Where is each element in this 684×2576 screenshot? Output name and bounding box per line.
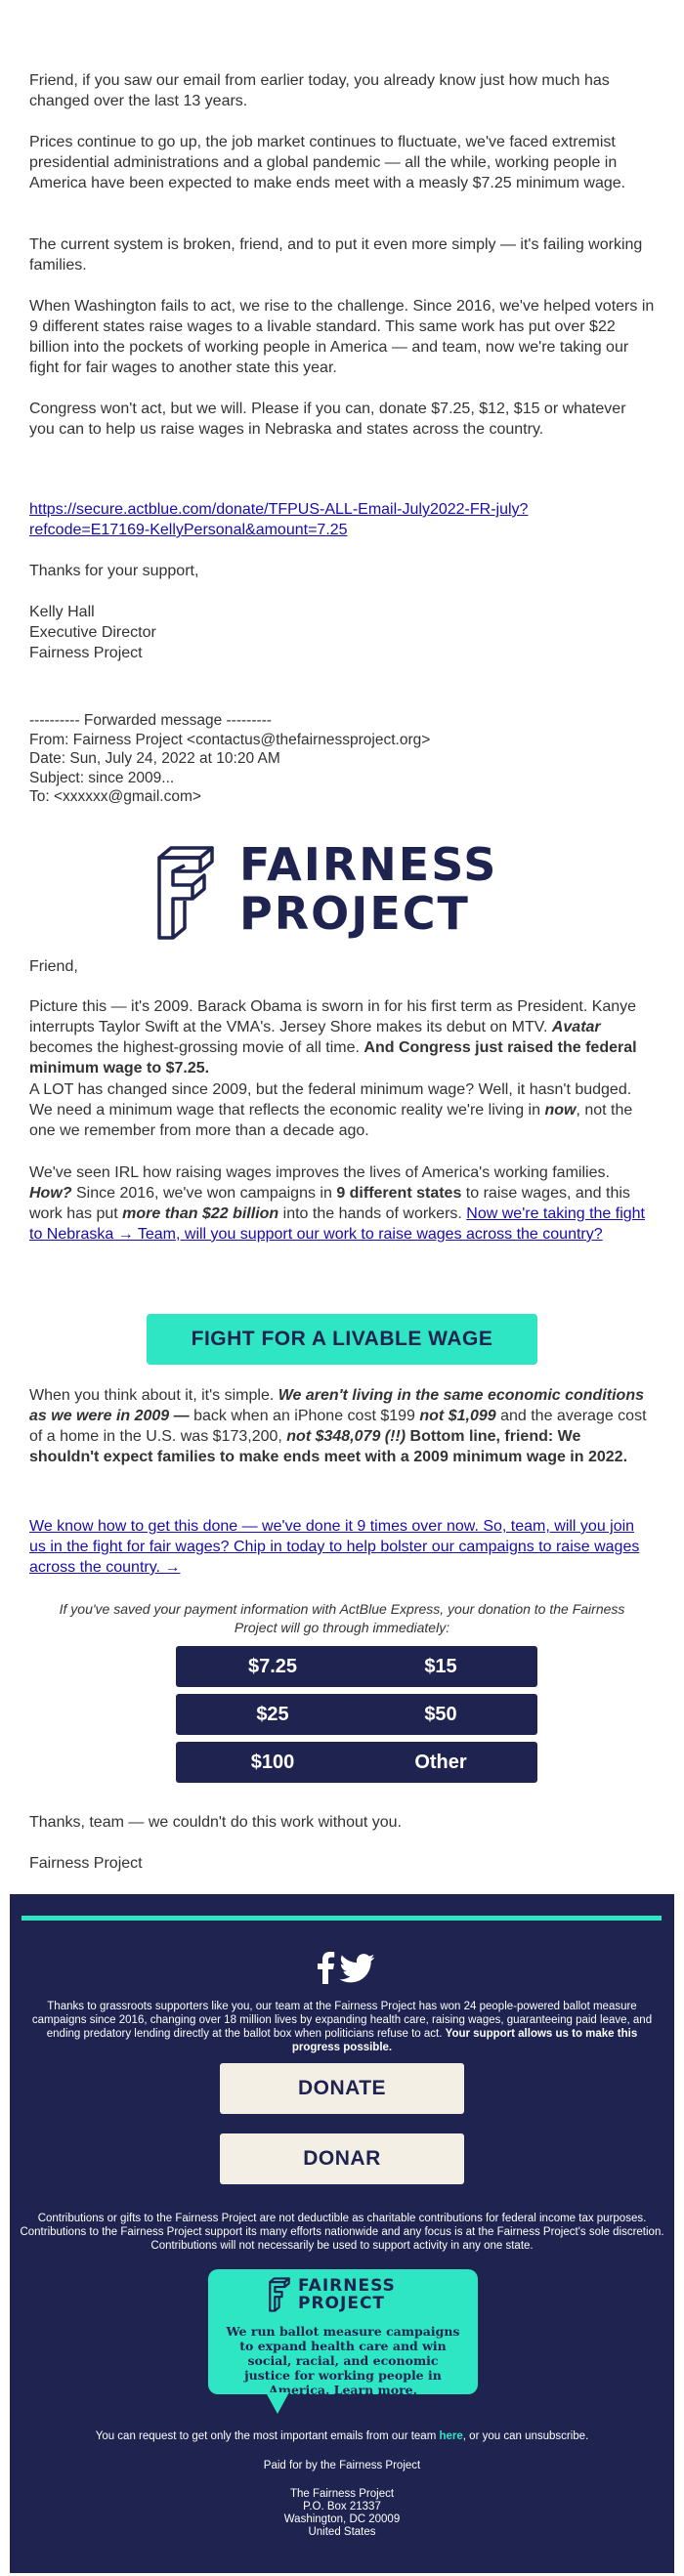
signature-org: Fairness Project <box>29 645 143 661</box>
intro-paragraph-1: Friend, if you saw our email from earlier today, you already know just how much has changed over the last 13 years. <box>29 72 610 109</box>
forwarded-header <box>29 711 655 807</box>
body-paragraph-4: When you think about it, it's simple. We aren't living in the same economic conditions as we were in 2009 — back when an iPhone cost $199 not $1,099 and the average cost of a home in the U.S. was $173,200, not $348,079 (!!) Bottom line, friend: We shouldn't expect families to make ends meet with a 2009 minimum wage in 2022. <box>29 1387 647 1465</box>
forward-from: From: Fairness Project <contactus@thefairnessproject.org> <box>29 731 431 748</box>
body-paragraph-2: A LOT has changed since 2009, but the federal minimum wage? Well, it hasn't budged. We need a minimum wage that reflects the economic reality we're living in now, not the one we remember from more than a decade ago. <box>29 1081 633 1139</box>
donate-amount-button[interactable]: $7.25 <box>176 1646 369 1687</box>
intro-paragraph-4: When Washington fails to act, we rise to the challenge. Since 2016, we've helped voters in 9 different states raise wages to a livable standard. This same work has put over $22 billion into the pockets of working people in America — and team, now we're taking our fight for fair wages to another state this year. <box>29 298 655 376</box>
intro-paragraph-5: Congress won't act, but we will. Please if you can, donate $7.25, $12, $15 or whatever you can to help us raise wages in Nebraska and states across the country. <box>29 401 626 438</box>
fp-logo-icon <box>151 844 220 942</box>
footer-request: You can request to get only the most important emails from our team here, or you can unsubscribe. <box>95 2430 589 2442</box>
body-paragraph-5 <box>29 1516 655 1578</box>
forward-date: Date: Sun, July 24, 2022 at 10:20 AM <box>29 750 280 767</box>
intro-paragraph-3: The current system is broken, friend, and to put it even more simply — it's failing working families. <box>29 236 643 274</box>
card-pointer <box>266 2392 289 2414</box>
donate-url-line2[interactable]: refcode=E17169-KellyPersonal&amount=7.25 <box>29 522 348 538</box>
signature <box>29 602 655 663</box>
card-description: We run ballot measure campaigns to expand health care and win social, racial, and economic justice for working people in America. Learn more. <box>226 2324 460 2397</box>
footer <box>10 1894 674 2573</box>
twitter-icon[interactable] <box>340 1954 375 1983</box>
footer-address: The Fairness Project P.O. Box 21337 Washington, DC 20009 United States <box>283 2488 401 2538</box>
body-paragraph-1: Picture this — it's 2009. Barack Obama is sworn in for his first term as President. Kanye interrupts Taylor Swift at the VMA's. Jersey Shore makes its debut on MTV. Avatar becomes the highest-grossing movie of all time. And Congress just raised the federal minimum wage to $7.25. <box>29 998 637 1077</box>
donate-amount-button[interactable]: Other <box>344 1742 537 1783</box>
body-greeting: Friend, <box>29 958 78 975</box>
email-preferences-link[interactable]: here <box>439 2430 463 2442</box>
closing-line: Thanks, team — we couldn't do this work without you. <box>29 1814 403 1831</box>
paid-for-by: Paid for by the Fairness Project <box>263 2460 421 2471</box>
facebook-icon[interactable] <box>315 1951 336 1984</box>
logo-line-2: PROJECT <box>239 887 470 940</box>
fairness-project-logo <box>151 840 542 946</box>
closing-signature: Fairness Project <box>29 1855 143 1872</box>
about-card <box>208 2269 478 2397</box>
intro-paragraph-2: Prices continue to go up, the job market continues to fluctuate, we've faced extremist presidential administrations and a global pandemic — all the while, working people in America have been expected to make ends meet with a measly $7.25 minimum wage. <box>29 134 626 191</box>
learn-more-link[interactable]: Learn more. <box>333 2383 417 2397</box>
body-paragraph-3: We've seen IRL how raising wages improves the lives of America's working families. How? Since 2016, we've won campaigns in 9 different states to raise wages, and this work has put more than $22 billion into the hands of workers. Now we're taking the fight to Nebraska → Team, will you support our work to raise wages across the country? <box>29 1164 645 1243</box>
footer-disclaimer: Contributions or gifts to the Fairness Project are not deductible as charitable contributions for federal income tax purposes. Contributions to the Fairness Project support its many efforts nationwide and any focus is at the Fairness Project's sole discretion. Contributions will not necessarily be used to support activity in any one state. <box>20 2213 664 2252</box>
thanks-line: Thanks for your support, <box>29 563 199 579</box>
actblue-express-note: If you've saved your payment information with ActBlue Express, your donation to the Fairness Project will go through immediately: <box>59 1601 625 1635</box>
logo-wordmark <box>239 840 497 938</box>
donate-amount-button[interactable]: $100 <box>176 1742 369 1783</box>
forward-subject: Subject: since 2009... <box>29 769 175 786</box>
social-links <box>311 1948 379 1987</box>
card-wordmark: FAIRNESS PROJECT <box>298 2276 396 2313</box>
logo-line-1: FAIRNESS <box>239 838 498 891</box>
fight-for-livable-wage-button[interactable]: FIGHT FOR A LIVABLE WAGE <box>147 1314 537 1365</box>
donate-amount-button[interactable]: $25 <box>176 1694 369 1735</box>
donate-amount-button[interactable]: $15 <box>344 1646 537 1687</box>
donate-url-line1[interactable]: https://secure.actblue.com/donate/TFPUS-ALL-Email-July2022-FR-july? <box>29 501 529 518</box>
forward-divider: ---------- Forwarded message --------- <box>29 712 272 729</box>
footer-donate-button[interactable]: DONATE <box>220 2063 464 2114</box>
card-logo-icon <box>267 2277 292 2312</box>
donate-amount-button[interactable]: $50 <box>344 1694 537 1735</box>
signature-title: Executive Director <box>29 624 156 641</box>
signature-name: Kelly Hall <box>29 604 95 620</box>
footer-donar-button[interactable]: DONAR <box>220 2133 464 2184</box>
nebraska-link[interactable]: Now we're taking the fight to Nebraska → Team, will you support our work to raise wages across the country? <box>29 1205 645 1243</box>
footer-about: Thanks to grassroots supporters like you, our team at the Fairness Project has won 24 people-powered ballot measure campaigns since 2016, changing over 18 million lives by expanding health care, raising wages, guaranteeing paid leave, and ending predatory lending directly at the ballot box when politicians refuse to act. Your support allows us to make this progress possible. <box>31 2001 653 2053</box>
donate-url-link[interactable] <box>29 499 655 540</box>
forward-to: To: <xxxxxx@gmail.com> <box>29 788 201 805</box>
chip-in-link[interactable]: We know how to get this done — we've done it 9 times over now. So, team, will you join us in the fight for fair wages? Chip in today to help bolster our campaigns to raise wages across the country. → <box>29 1518 640 1576</box>
footer-accent-line <box>21 1916 662 1921</box>
